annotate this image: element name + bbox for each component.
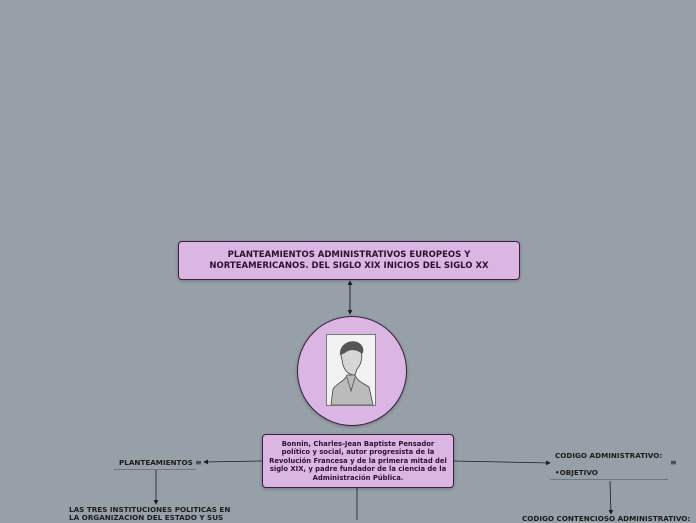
bio-text: Bonnin, Charles-Jean Baptiste Pensador político y social, autor progresista de la Revolución Francesa y de la primera mitad del siglo XIX, y padre fundador de la ciencia de la Administración Pública. (269, 439, 447, 482)
portrait-image (326, 334, 376, 406)
menu-lines-icon[interactable]: ≡ (195, 458, 202, 467)
central-topic-title: PLANTEAMIENTOS ADMINISTRATIVOS EUROPEOS Y NORTEAMERICANOS. DEL SIGLO XIX INICIOS DEL SIGLO XX (209, 249, 489, 271)
menu-lines-icon[interactable]: ≡ (670, 458, 677, 467)
portrait-node[interactable] (297, 316, 407, 426)
central-topic-node[interactable] (178, 241, 520, 280)
topic-underline (550, 479, 668, 480)
portrait-sketch-icon (327, 335, 375, 405)
codigo-administrativo-topic[interactable]: CODIGO ADMINISTRATIVO: (555, 451, 663, 460)
planteamientos-topic[interactable]: PLANTEAMIENTOS (119, 458, 193, 467)
codigo-contencioso-topic[interactable]: CODIGO CONTENCIOSO ADMINISTRATIVO: (522, 514, 691, 523)
topic-underline (114, 469, 196, 470)
instituciones-line-1: LAS TRES INSTITUCIONES POLITICAS EN (69, 505, 231, 514)
bio-node[interactable] (262, 434, 454, 488)
instituciones-line-2: LA ORGANIZACION DEL ESTADO Y SUS (69, 513, 224, 522)
objetivo-subtopic[interactable]: •OBJETIVO (555, 468, 598, 477)
